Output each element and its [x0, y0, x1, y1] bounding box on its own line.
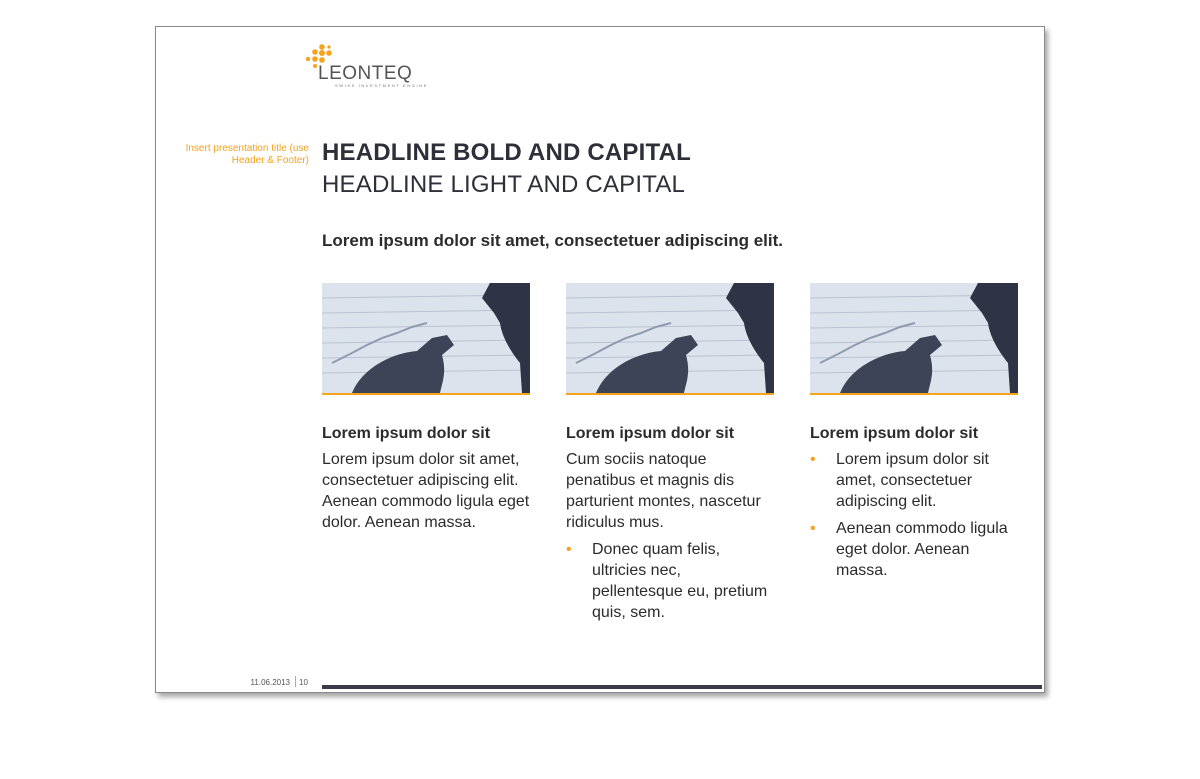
leonteq-logo	[302, 43, 442, 87]
lead-text: Lorem ipsum dolor sit amet, consectetuer adipiscing elit.	[322, 231, 783, 250]
column-paragraph: Cum sociis natoque penatibus et magnis dis parturient montes, nascetur ridiculus mus.	[566, 451, 761, 531]
bullet-item: • Lorem ipsum dolor sit amet, consectetuer adipiscing elit.	[810, 449, 1020, 512]
column-heading: Lorem ipsum dolor sit	[566, 425, 735, 442]
content-column-2	[566, 283, 776, 629]
bull-bear-image	[566, 283, 774, 395]
footer-date: 11.06.2013	[250, 678, 290, 687]
column-paragraph: Lorem ipsum dolor sit amet, consectetuer adipiscing elit. Aenean commodo ligula eget dolor. Aenean massa.	[322, 451, 530, 531]
presentation-title: Insert presentation title (use Header & Footer)	[185, 143, 309, 166]
content-column-1	[322, 283, 532, 533]
slide	[155, 26, 1045, 693]
column-heading: Lorem ipsum dolor sit	[810, 425, 979, 442]
headline-bold: HEADLINE BOLD AND CAPITAL	[322, 139, 691, 166]
footer-separator	[295, 676, 296, 687]
bullet-list	[566, 539, 776, 623]
bullet-list	[810, 449, 1020, 581]
footer-bar	[322, 685, 1042, 689]
logo-tagline: SWISS INVESTMENT ENGINE	[335, 83, 428, 88]
bull-bear-image	[810, 283, 1018, 395]
bullet-item: • Donec quam felis, ultricies nec, pellentesque eu, pretium quis, sem.	[566, 539, 776, 623]
bullet-item: • Aenean commodo ligula eget dolor. Aenean massa.	[810, 518, 1020, 581]
column-heading: Lorem ipsum dolor sit	[322, 425, 491, 442]
headline-light: HEADLINE LIGHT AND CAPITAL	[322, 171, 686, 198]
logo-wordmark: LEONTEQ	[318, 63, 413, 84]
content-column-3	[810, 283, 1020, 587]
footer-page-number: 10	[299, 678, 308, 687]
bull-bear-image	[322, 283, 530, 395]
